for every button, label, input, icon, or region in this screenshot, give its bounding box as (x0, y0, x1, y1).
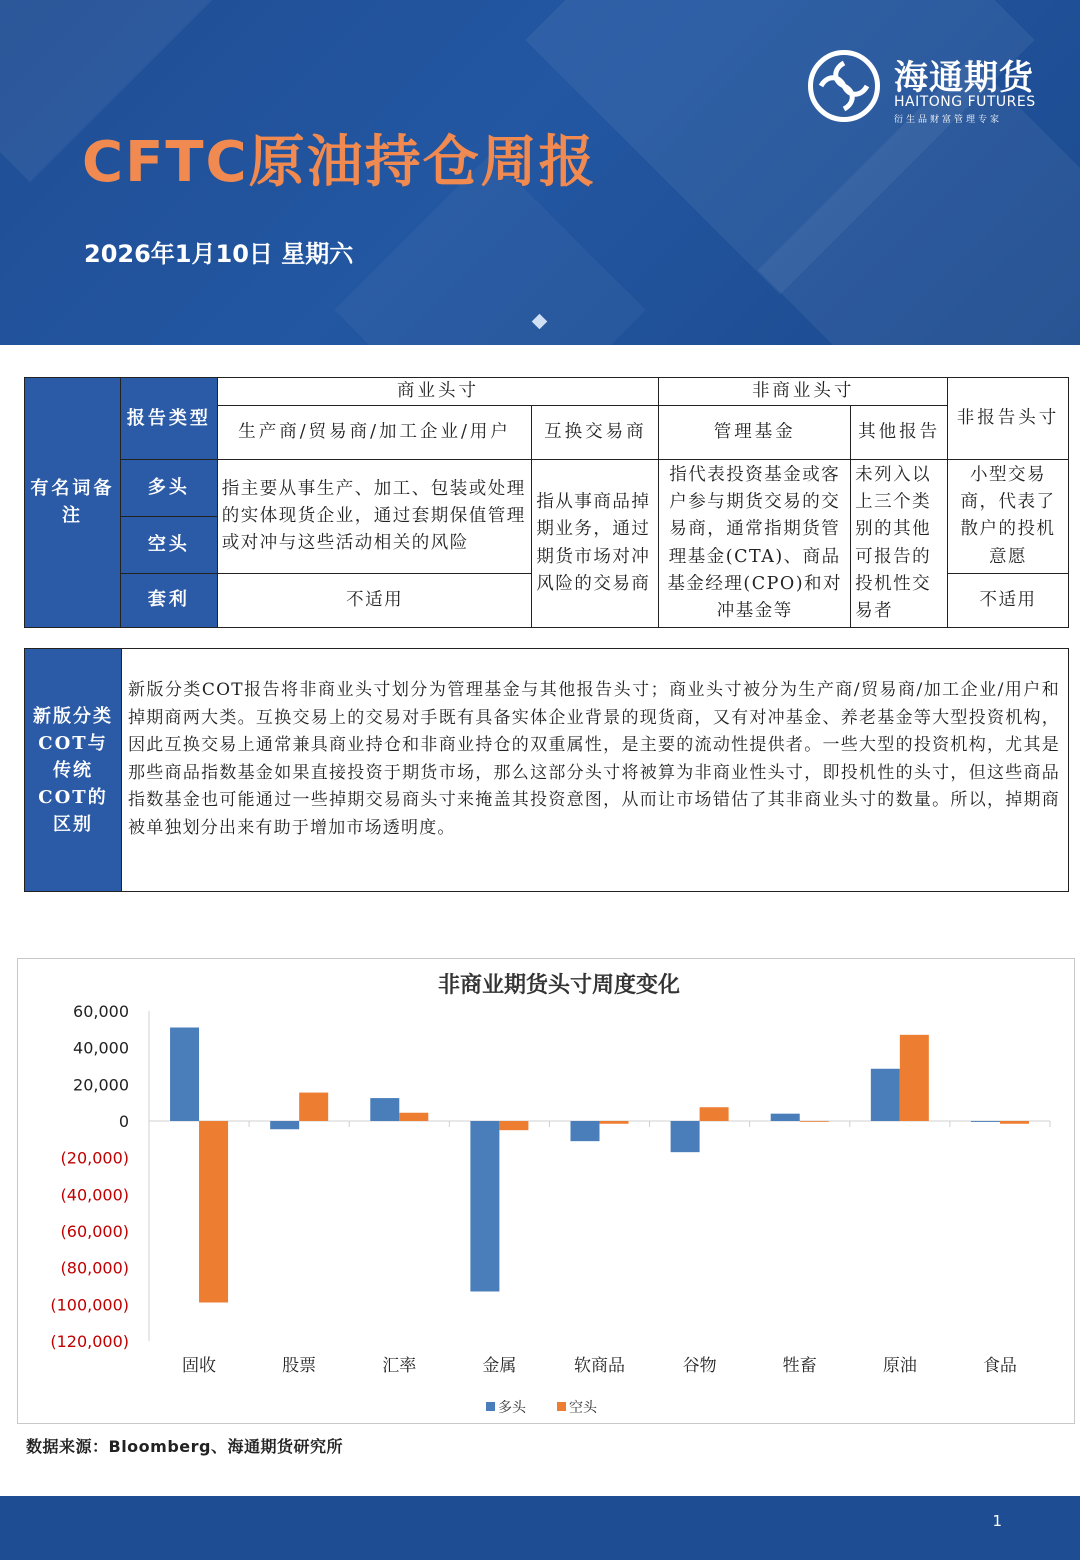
x-tick-label: 软商品 (574, 1356, 625, 1376)
logo-tagline: 衍生品财富管理专家 (894, 115, 1003, 125)
bar-long (871, 1069, 900, 1121)
y-tick-label: (120,000) (50, 1332, 129, 1351)
difference-box (24, 648, 1069, 892)
bar-long (771, 1114, 800, 1121)
report-title: CFTC原油持仓周报 (82, 130, 597, 195)
logo-name-en: HAITONG FUTURES (894, 94, 1036, 110)
report-header (0, 0, 1080, 345)
bar-short (399, 1113, 428, 1121)
logo-swirl-icon (808, 50, 880, 122)
non-reportable-spread-na: 不适用 (948, 573, 1069, 627)
y-tick-label: 60,000 (73, 1002, 129, 1021)
producer-spread-na: 不适用 (217, 573, 532, 627)
bar-long (571, 1121, 600, 1141)
bar-long (971, 1121, 1000, 1122)
legend-label: 空头 (569, 1400, 597, 1416)
other-reportable-header: 其他报告 (851, 406, 948, 460)
non-commercial-header: 非商业头寸 (659, 378, 948, 406)
y-tick-label: (20,000) (60, 1148, 129, 1168)
bar-short (199, 1121, 228, 1303)
bar-long (370, 1098, 399, 1121)
row-spread-label: 套利 (120, 573, 217, 627)
bar-short (1000, 1121, 1029, 1124)
report-date: 2026年1月10日 星期六 (84, 240, 354, 268)
difference-text: 新版分类COT报告将非商业头寸划分为管理基金与其他报告头寸；商业头寸被分为生产商/贸易商/加工企业/用户和掉期商两大类。互换交易上的交易对手既有具备实体企业背景的现货商，又有对冲基金、养老基金等大型投资机构，因此互换交易上通常兼具商业持仓和非商业持仓的双重属性，是主要的流动性提供者。一些大型的投资机构，尤其是那些商品指数基金如果直接投资于期货市场，那么这部分头寸将被算为非商业性头寸，即投机性的头寸，但这些商品指数基金也可能通过一些掉期交易商头寸来掩盖其投资意图，从而让市场错估了其非商业头寸的数量。所以，掉期商被单独划分出来有助于增加市场透明度。 (128, 680, 1060, 838)
x-tick-label: 汇率 (382, 1356, 417, 1376)
commercial-header: 商业头寸 (217, 378, 659, 406)
y-tick-label: 0 (118, 1112, 129, 1131)
legend-swatch-short (557, 1402, 566, 1411)
x-tick-label: 牲畜 (782, 1356, 817, 1376)
y-tick-label: 20,000 (73, 1075, 129, 1095)
report-type-label: 报告类型 (120, 378, 217, 460)
y-tick-label: (80,000) (60, 1258, 129, 1278)
bar-short (800, 1121, 829, 1122)
logo-name-cn: 海通期货 (894, 58, 1034, 98)
chart-title: 非商业期货头寸周度变化 (437, 973, 681, 998)
non-reportable-header: 非报告头寸 (948, 378, 1069, 460)
chart-svg (18, 959, 1076, 1425)
bar-short (600, 1121, 629, 1124)
bar-long (170, 1028, 199, 1122)
non-reportable-desc: 小型交易商，代表了散户的投机意愿 (948, 460, 1069, 574)
bar-long (270, 1121, 299, 1129)
y-tick-label: 40,000 (73, 1038, 129, 1058)
row-long-label: 多头 (120, 460, 217, 517)
x-tick-label: 谷物 (682, 1356, 717, 1376)
managed-money-desc: 指代表投资基金或客户参与期货交易的交易商，通常指期货管理基金(CTA)、商品基金经理(CPO)和对冲基金等 (659, 460, 851, 628)
y-tick-label: (40,000) (60, 1185, 129, 1205)
x-tick-label: 金属 (482, 1356, 517, 1376)
x-tick-label: 原油 (882, 1356, 917, 1376)
bar-short (700, 1107, 729, 1121)
y-tick-label: (100,000) (50, 1295, 129, 1315)
page-number: 1 (992, 1512, 1002, 1530)
legend-label: 多头 (498, 1400, 526, 1416)
difference-label: 新版分类COT与传统COT的区别 (25, 649, 122, 891)
data-source: 数据来源：Bloomberg、海通期货研究所 (26, 1437, 343, 1456)
company-logo (808, 50, 1048, 124)
position-change-chart (17, 958, 1075, 1424)
x-tick-label: 股票 (282, 1356, 317, 1376)
swap-header: 互换交易商 (532, 406, 659, 460)
page-footer (0, 1496, 1080, 1560)
legend-swatch-long (486, 1402, 495, 1411)
bar-short (499, 1121, 528, 1130)
other-reportable-desc: 未列入以上三个类别的其他可报告的投机性交易者 (851, 460, 948, 628)
classification-table (24, 377, 1069, 628)
row-short-label: 空头 (120, 516, 217, 573)
bar-long (671, 1121, 700, 1152)
x-tick-label: 固收 (182, 1356, 217, 1376)
producer-header: 生产商/贸易商/加工企业/用户 (217, 406, 532, 460)
side-label: 有名词备注 (25, 378, 121, 628)
bar-short (900, 1035, 929, 1121)
producer-desc: 指主要从事生产、加工、包装或处理的实体现货企业，通过套期保值管理或对冲与这些活动相关的风险 (217, 460, 532, 574)
swap-desc: 指从事商品掉期业务，通过期货市场对冲风险的交易商 (532, 460, 659, 628)
bar-long (470, 1121, 499, 1292)
y-tick-label: (60,000) (60, 1222, 129, 1241)
managed-money-header: 管理基金 (659, 406, 851, 460)
x-tick-label: 食品 (982, 1356, 1017, 1376)
bar-short (299, 1093, 328, 1121)
